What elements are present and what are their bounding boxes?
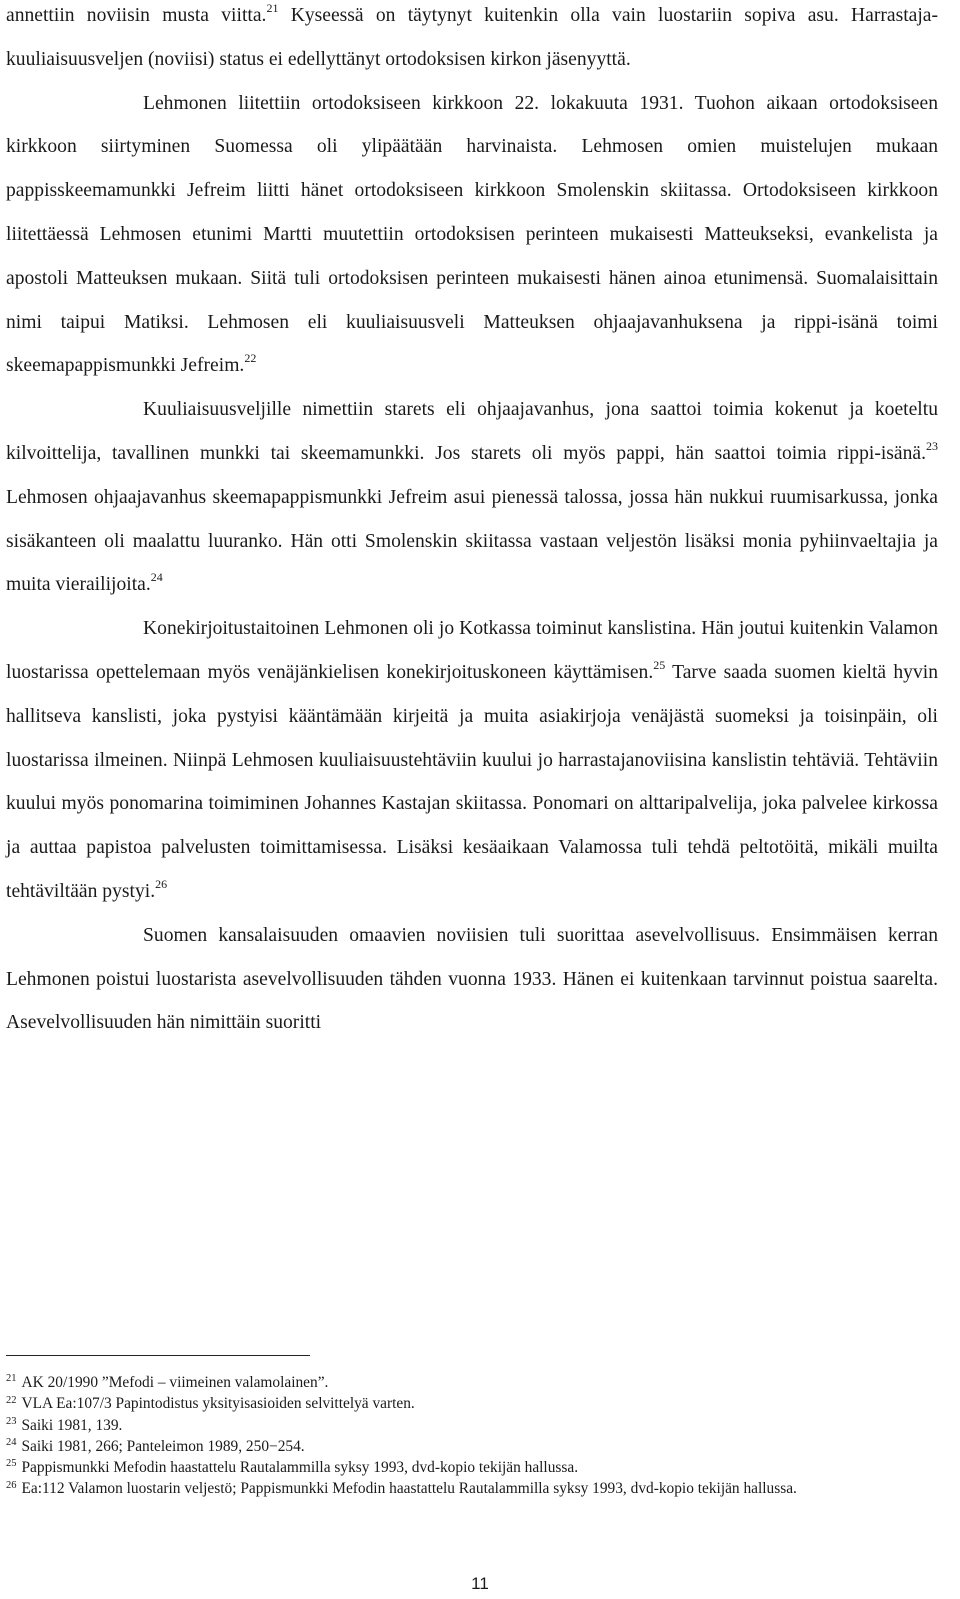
text-run: Lehmosen ohjaajavanhus skeemapappismunkki Jefreim asui pienessä talossa, jossa hän nukkui ruumisarkussa, jonka sisäkanteen oli maalattu luuranko. Hän otti Smolenskin skiitassa vastaan veljestön lisäksi monia pyhiinvaeltajia ja muita vierailijoita. (6, 486, 938, 596)
text-run: annettiin noviisin musta viitta. (6, 5, 267, 26)
paragraph (6, 607, 938, 914)
text-run: Kyseessä on täytynyt kuitenkin olla vain luostariin sopiva asu. Harrastaja-kuuliaisuusveljen (noviisi) status ei edellyttänyt ortodoksisen kirkon jäsenyyttä. (6, 5, 939, 70)
text-run: Tarve saada suomen kieltä hyvin hallitseva kanslisti, joka pystyisi kääntämään kirjeitä ja muita asiakirjoja venäjästä suomeksi ja toisinpäin, oli luostarissa ilmeinen. Niinpä Lehmosen kuuliaisuustehtäviin kuului jo harrastajanoviisina kanslistin tehtäviä. Tehtäviin kuului myös ponomarina toimiminen Johannes Kastajan skiitassa. Ponomari on alttaripalvelija, joka palvelee kirkossa ja auttaa papistoa palvelusten toimittamisessa. Lisäksi kesäaikaan Valamossa tuli tehdä peltotöitä, mikäli muilta tehtäviltään pystyi. (6, 661, 938, 902)
footnote-reference[interactable]: 26 (155, 876, 168, 891)
text-run: Lehmonen liitettiin ortodoksiseen kirkkoon 22. lokakuuta 1931. Tuohon aikaan ortodoksiseen kirkkoon siirtyminen Suomessa oli ylipäätään harvinaista. Lehmosen omien muistelujen mukaan pappisskeemamunkki Jefreim liitti hänet ortodoksiseen kirkkoon Smolenskin skiitassa. Ortodoksiseen kirkkoon liitettäessä Lehmosen etunimi Martti muutettiin ortodoksisen perinteen mukaisesti Matteukseksi, evankelista ja apostoli Matteuksen mukaan. Siitä tuli ortodoksisen perinteen mukaisesti hänen ainoa etunimensä. Suomalaisittain nimi taipui Matiksi. Lehmosen eli kuuliaisuusveli Matteuksen ohjaajavanhuksena ja rippi-isänä toimi skeemapappismunkki Jefreim. (6, 92, 938, 377)
footnote-number: 21 (6, 1373, 17, 1385)
footnote-number: 26 (6, 1479, 17, 1491)
footnote-number: 23 (6, 1415, 17, 1427)
footnote-reference[interactable]: 21 (266, 1, 279, 15)
page-number: 11 (471, 1574, 489, 1593)
footnote-reference[interactable]: 24 (150, 570, 163, 585)
footnote (6, 1393, 936, 1414)
footnote-text: Ea:112 Valamon luostarin veljestö; Pappismunkki Mefodin haastattelu Rautalammilla syksy 1993, dvd-kopio tekijän hallussa. (21, 1480, 797, 1498)
footnote (6, 1415, 936, 1436)
footnote-reference[interactable]: 25 (653, 657, 666, 672)
text-run: Suomen kansalaisuuden omaavien noviisien tuli suorittaa asevelvollisuus. Ensimmäisen kerran Lehmonen poistui luostarista asevelvollisuuden tähden vuonna 1933. Hänen ei kuitenkaan tarvinnut poistua saarelta. Asevelvollisuuden hän nimittäin suoritti (6, 924, 938, 1034)
footnote-text: VLA Ea:107/3 Papintodistus yksityisasioiden selvittelyä varten. (21, 1395, 415, 1413)
footnote (6, 1372, 936, 1393)
paragraph (6, 388, 938, 607)
footnote-reference[interactable]: 23 (926, 438, 938, 453)
footnotes (6, 1372, 936, 1500)
footnote-text: Saiki 1981, 266; Panteleimon 1989, 250−254. (21, 1437, 305, 1455)
footnote-text: AK 20/1990 ”Mefodi – viimeinen valamolainen”. (21, 1374, 329, 1391)
footnote-number: 25 (6, 1458, 17, 1470)
paragraph (6, 914, 938, 1045)
text-run: Kuuliaisuusveljille nimettiin starets eli ohjaajavanhus, jona saattoi toimia kokenut ja koeteltu kilvoittelija, tavallinen munkki tai skeemamunkki. Jos starets oli myös pappi, hän saattoi toimia rippi-isänä. (6, 399, 938, 464)
footnote (6, 1457, 936, 1478)
footnote-number: 24 (6, 1437, 17, 1449)
footnote-number: 22 (6, 1394, 17, 1406)
footnote-text: Pappismunkki Mefodin haastattelu Rautalammilla syksy 1993, dvd-kopio tekijän hallussa. (21, 1459, 579, 1477)
paragraph (6, 82, 938, 389)
footnote-reference[interactable]: 22 (244, 351, 257, 366)
text-run: Konekirjoitustaitoinen Lehmonen oli jo Kotkassa toiminut kanslistina. Hän joutui kuitenkin Valamon luostarissa opettelemaan myös venäjänkielisen konekirjoituskoneen käyttämisen. (6, 618, 938, 683)
paragraph (6, 0, 938, 82)
footnote-text: Saiki 1981, 139. (21, 1416, 123, 1434)
body-text (6, 0, 938, 1045)
footnote (6, 1436, 936, 1457)
footnote (6, 1478, 936, 1499)
footnote-separator (6, 1355, 310, 1356)
